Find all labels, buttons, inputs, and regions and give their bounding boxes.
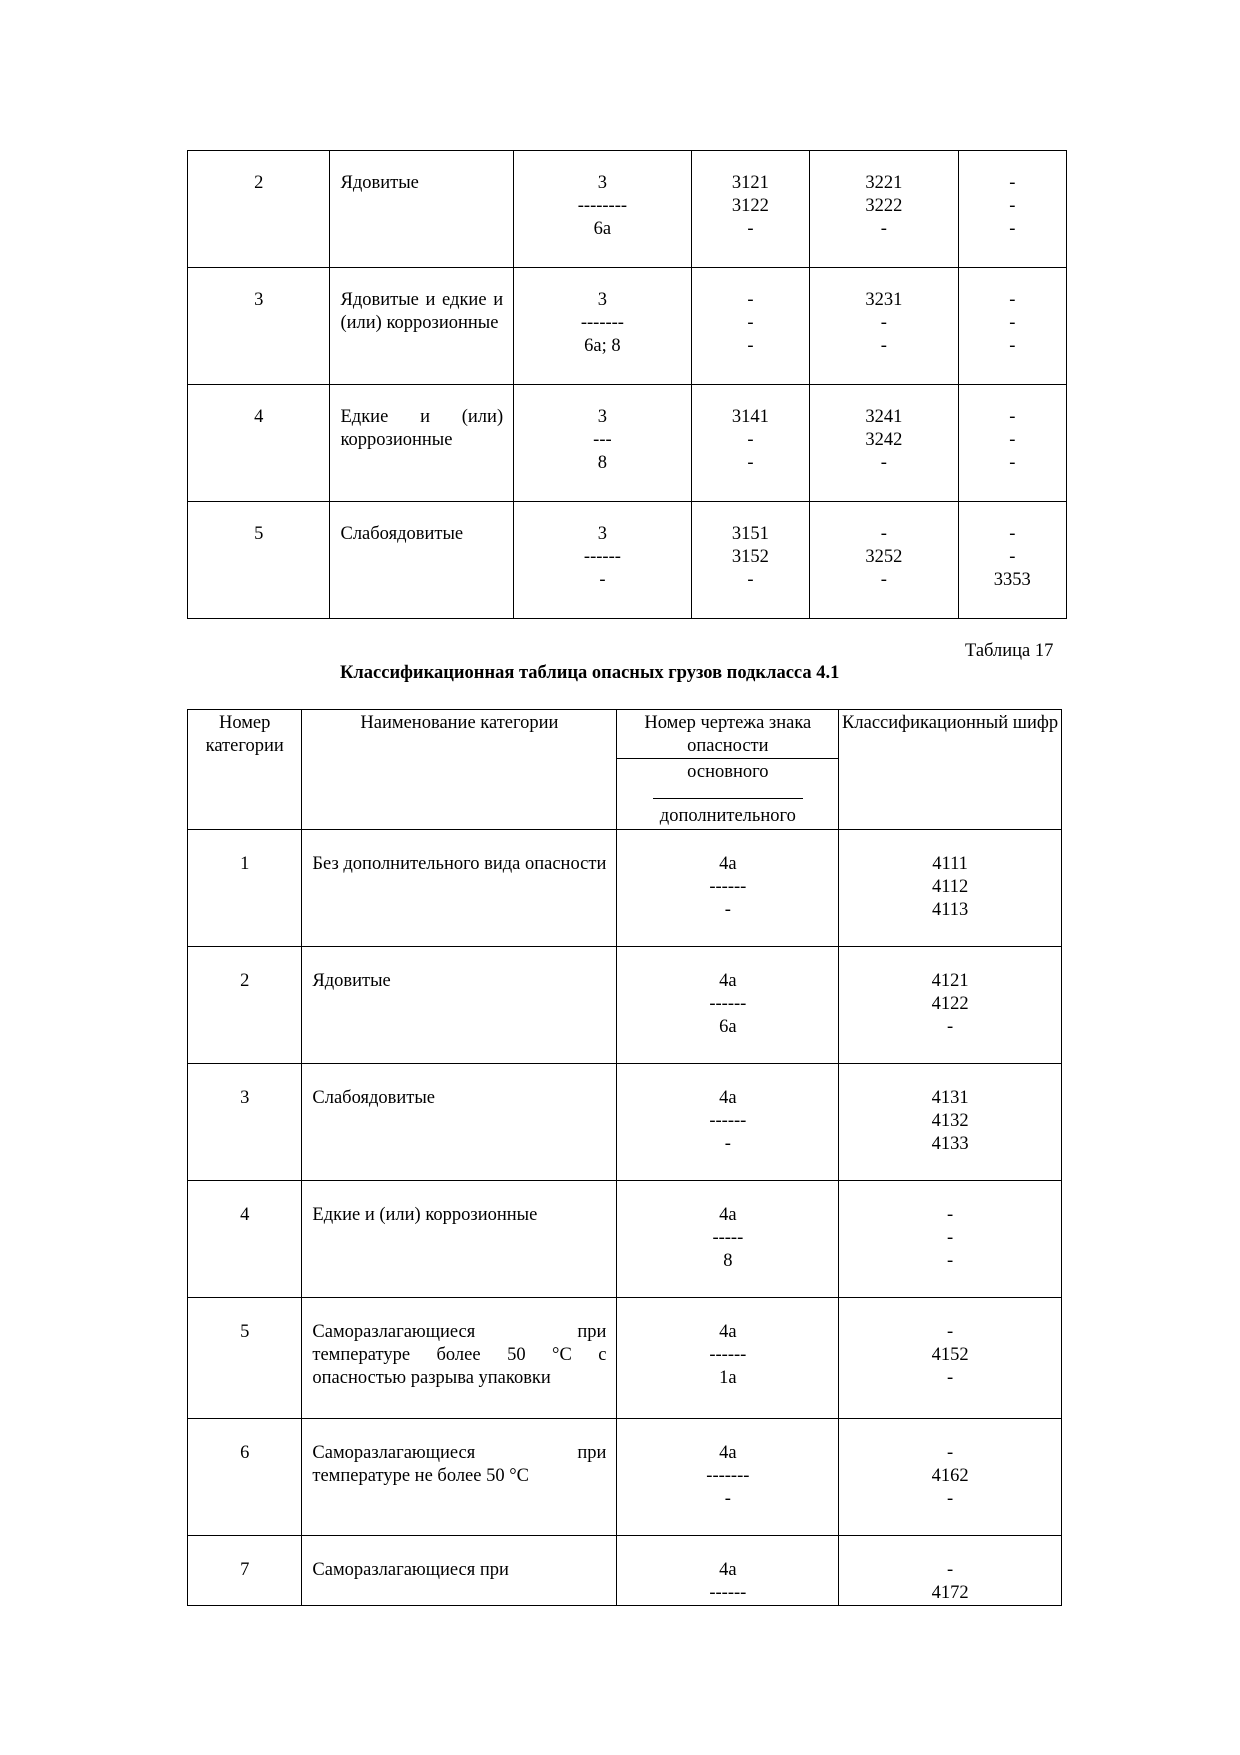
category-number: 3 <box>188 268 330 385</box>
sign-number-line: 1а <box>719 1368 737 1388</box>
category-name: Слабоядовитые <box>330 502 514 619</box>
header-sign-extra: дополнительного <box>659 806 796 826</box>
classification-code-line: 4152 <box>931 1345 969 1365</box>
sign-number-line: ------ <box>583 547 621 567</box>
code-column-4-line: - <box>747 453 754 473</box>
code-column-5-line: 3231 <box>865 290 903 310</box>
category-name: Саморазлагающиеся при температуре не более 50 °С <box>302 1419 617 1536</box>
classification-code <box>839 1536 1062 1606</box>
classification-code-line: 4133 <box>931 1134 969 1154</box>
classification-code-line: - <box>947 1228 954 1248</box>
classification-code-line: - <box>947 1017 954 1037</box>
header-classification-code: Классификационный шифр <box>839 710 1062 830</box>
sign-number-line: - <box>599 570 606 590</box>
category-name: Без дополнительного вида опасности <box>302 830 617 947</box>
category-number: 3 <box>188 1064 302 1181</box>
code-column-6-line: - <box>1009 173 1016 193</box>
code-column-5-line: 3242 <box>865 430 903 450</box>
sign-number-line: 4а <box>719 1322 737 1342</box>
classification-code <box>839 1298 1062 1419</box>
classification-code-line: - <box>947 1489 954 1509</box>
code-column-6-line: - <box>1009 196 1016 216</box>
category-number: 5 <box>188 1298 302 1419</box>
classification-code-line: - <box>947 1322 954 1342</box>
sign-number <box>617 1298 839 1419</box>
code-column-5-line: 3252 <box>865 547 903 567</box>
category-name: Едкие и (или) коррозионные <box>330 385 514 502</box>
table-row <box>188 1419 1062 1536</box>
classification-code <box>839 830 1062 947</box>
table-title: Классификационная таблица опасных грузов подкласса 4.1 <box>340 663 840 683</box>
category-number: 2 <box>188 151 330 268</box>
code-column-6 <box>958 502 1066 619</box>
classification-code-line: 4112 <box>931 877 969 897</box>
sign-number-line: 3 <box>597 173 608 193</box>
sign-number-line: ------- <box>580 313 624 333</box>
sign-number <box>617 1181 839 1298</box>
code-column-6-line: 3353 <box>993 570 1031 590</box>
code-column-4-line: - <box>747 430 754 450</box>
code-column-6 <box>958 151 1066 268</box>
code-column-4 <box>691 268 809 385</box>
classification-code-line: 4121 <box>931 971 969 991</box>
table-row <box>188 1181 1062 1298</box>
category-name: Слабоядовитые <box>302 1064 617 1181</box>
code-column-5 <box>810 268 959 385</box>
header-sign-divider <box>653 798 803 799</box>
sign-number-line: 3 <box>597 407 608 427</box>
table-row <box>188 1064 1062 1181</box>
sign-number <box>514 268 692 385</box>
code-column-5-line: 3221 <box>865 173 903 193</box>
sign-number-line: ------ <box>709 994 747 1014</box>
code-column-6-line: - <box>1009 290 1016 310</box>
classification-code-line: - <box>947 1443 954 1463</box>
category-name: Ядовитые <box>302 947 617 1064</box>
classification-table-body <box>188 710 1062 1606</box>
table-row <box>188 502 1067 619</box>
category-number: 5 <box>188 502 330 619</box>
code-column-5 <box>810 502 959 619</box>
sign-number <box>514 385 692 502</box>
category-number: 7 <box>188 1536 302 1606</box>
header-sign-main-extra <box>617 759 839 830</box>
sign-number <box>617 1419 839 1536</box>
sign-number <box>514 502 692 619</box>
sign-number-line: 6а <box>719 1017 737 1037</box>
classification-code <box>839 947 1062 1064</box>
classification-code-line: 4131 <box>931 1088 969 1108</box>
table-row <box>188 830 1062 947</box>
sign-number-line: ------ <box>709 1345 747 1365</box>
header-sign-main: основного <box>687 762 769 782</box>
category-number: 1 <box>188 830 302 947</box>
code-column-6-line: - <box>1009 453 1016 473</box>
code-column-5-line: - <box>880 313 887 333</box>
classification-code-line: - <box>947 1205 954 1225</box>
header-category-number: Номер категории <box>188 710 302 830</box>
header-sign-number: Номер чертежа знака опасности <box>617 710 839 759</box>
header-category-name: Наименование категории <box>302 710 617 830</box>
table-continuation <box>187 150 1067 619</box>
sign-number-line: 4а <box>719 1443 737 1463</box>
classification-code-line: 4113 <box>931 900 969 920</box>
code-column-6 <box>958 268 1066 385</box>
table-row <box>188 385 1067 502</box>
code-column-5-line: - <box>880 453 887 473</box>
code-column-5-line: 3222 <box>865 196 903 216</box>
sign-number-line: 4а <box>719 854 737 874</box>
classification-code-line: - <box>947 1368 954 1388</box>
code-column-5-line: - <box>880 570 887 590</box>
sign-number <box>617 830 839 947</box>
table-row <box>188 1536 1062 1606</box>
classification-code <box>839 1181 1062 1298</box>
classification-code <box>839 1064 1062 1181</box>
sign-number-line: ----- <box>712 1228 744 1248</box>
category-number: 4 <box>188 385 330 502</box>
table-row <box>188 151 1067 268</box>
code-column-5-line: - <box>880 219 887 239</box>
category-name: Едкие и (или) коррозионные <box>302 1181 617 1298</box>
category-number: 6 <box>188 1419 302 1536</box>
classification-code-line: - <box>947 1251 954 1271</box>
code-column-6-line: - <box>1009 336 1016 356</box>
sign-number-line: 3 <box>597 524 608 544</box>
category-number: 2 <box>188 947 302 1064</box>
sign-number-line: - <box>724 900 731 920</box>
code-column-4-line: 3122 <box>731 196 769 216</box>
code-column-4-line: - <box>747 313 754 333</box>
sign-number-line: 4а <box>719 1560 737 1580</box>
sign-number-line: 3 <box>597 290 608 310</box>
classification-code <box>839 1419 1062 1536</box>
sign-number-line: 6а; 8 <box>584 336 621 356</box>
classification-table-4-1 <box>187 709 1062 1606</box>
code-column-5 <box>810 385 959 502</box>
code-column-6-line: - <box>1009 524 1016 544</box>
classification-code-line: 4122 <box>931 994 969 1014</box>
table-row <box>188 1298 1062 1419</box>
code-column-4-line: 3151 <box>731 524 769 544</box>
code-column-4 <box>691 385 809 502</box>
code-column-5-line: 3241 <box>865 407 903 427</box>
code-column-4-line: - <box>747 570 754 590</box>
classification-code-line: 4172 <box>931 1583 969 1603</box>
sign-number <box>617 1064 839 1181</box>
sign-number-line: ------ <box>709 1111 747 1131</box>
code-column-4-line: 3141 <box>731 407 769 427</box>
code-column-5-line: - <box>880 524 887 544</box>
sign-number-line: -------- <box>577 196 628 216</box>
classification-code-line: 4111 <box>932 854 968 874</box>
sign-number-line: - <box>724 1134 731 1154</box>
sign-number-line: ------- <box>706 1466 750 1486</box>
sign-number <box>617 947 839 1064</box>
code-column-5-line: - <box>880 336 887 356</box>
sign-number-line: ------ <box>709 1583 747 1603</box>
code-column-6-line: - <box>1009 547 1016 567</box>
sign-number <box>514 151 692 268</box>
table-row <box>188 947 1062 1064</box>
code-column-6-line: - <box>1009 430 1016 450</box>
category-name: Саморазлагающиеся при температуре более 50 °С с опасностью разрыва упаковки <box>302 1298 617 1419</box>
table-continuation-body <box>188 151 1067 619</box>
sign-number-line: 4а <box>719 1088 737 1108</box>
sign-number-line: 8 <box>723 1251 733 1271</box>
classification-code-line: 4132 <box>931 1111 969 1131</box>
sign-number-line: 8 <box>597 453 608 473</box>
code-column-4-line: - <box>747 219 754 239</box>
sign-number-line: 4а <box>719 1205 737 1225</box>
classification-code-line: - <box>947 1560 954 1580</box>
code-column-6-line: - <box>1009 313 1016 333</box>
code-column-5 <box>810 151 959 268</box>
code-column-6-line: - <box>1009 407 1016 427</box>
category-number: 4 <box>188 1181 302 1298</box>
code-column-4 <box>691 502 809 619</box>
category-name: Саморазлагающиеся при <box>302 1536 617 1606</box>
sign-number-line: ------ <box>709 877 747 897</box>
sign-number-line: 4а <box>719 971 737 991</box>
code-column-4-line: 3121 <box>731 173 769 193</box>
sign-number-line: 6а <box>593 219 612 239</box>
header-row <box>188 710 1062 759</box>
code-column-6 <box>958 385 1066 502</box>
classification-code-line: 4162 <box>931 1466 969 1486</box>
sign-number <box>617 1536 839 1606</box>
table-number: Таблица 17 <box>965 641 1054 661</box>
table-row <box>188 268 1067 385</box>
category-name: Ядовитые <box>330 151 514 268</box>
category-name: Ядовитые и едкие и (или) коррозионные <box>330 268 514 385</box>
code-column-6-line: - <box>1009 219 1016 239</box>
code-column-4-line: - <box>747 336 754 356</box>
code-column-4-line: - <box>747 290 754 310</box>
code-column-4-line: 3152 <box>731 547 769 567</box>
code-column-4 <box>691 151 809 268</box>
sign-number-line: --- <box>593 430 612 450</box>
sign-number-line: - <box>724 1489 731 1509</box>
